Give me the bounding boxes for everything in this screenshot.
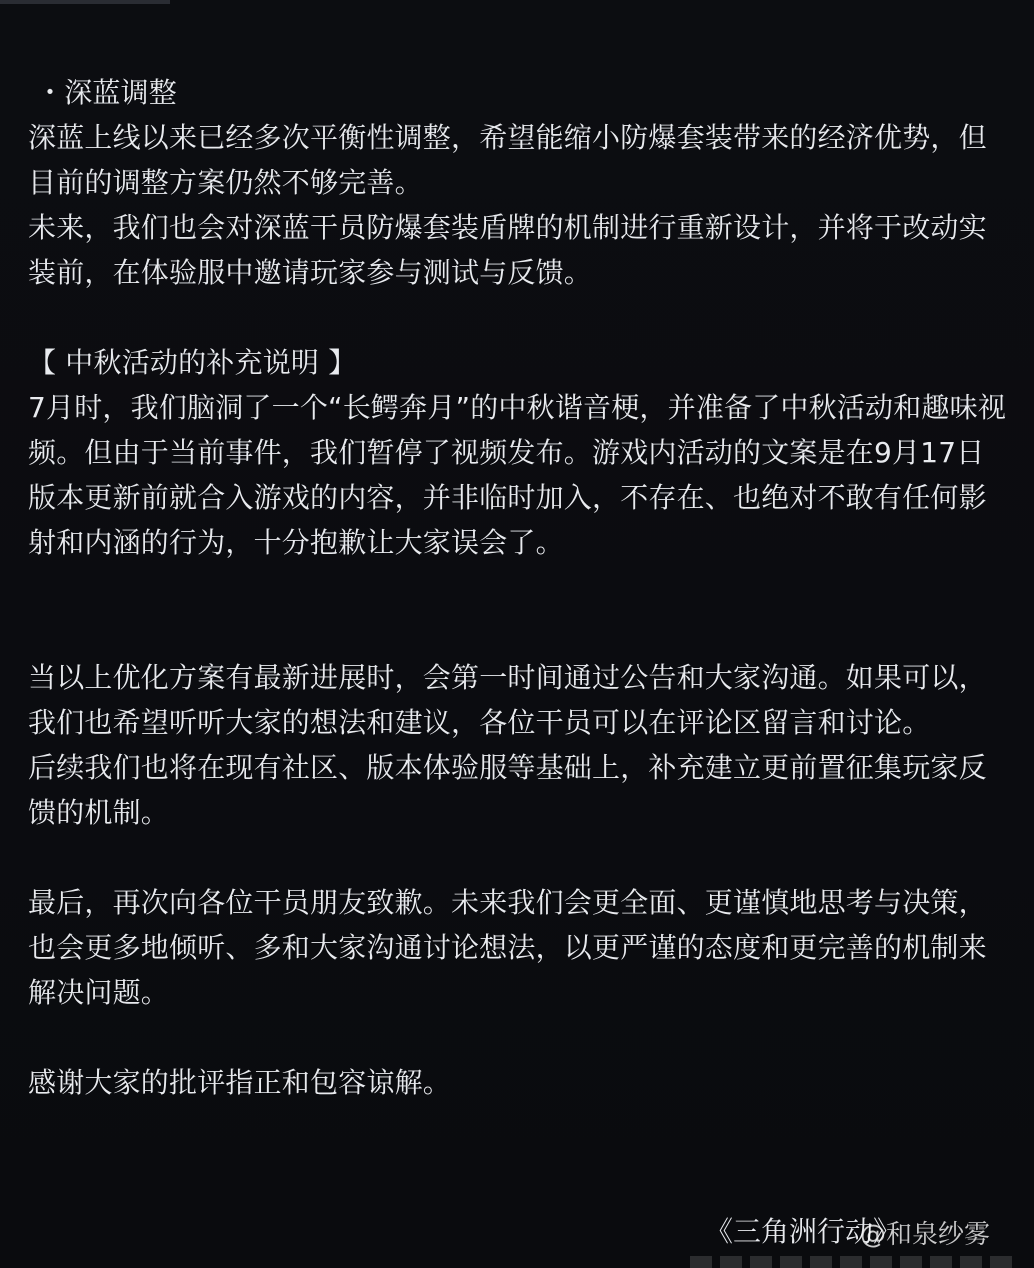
mid-autumn-paragraph: 7月时，我们脑洞了一个“长鳄奔月”的中秋谐音梗，并准备了中秋活动和趣味视频。但由于当前事件，我们暂停了视频发布。游戏内活动的文案是在9月17日版本更新前就合入游戏的内容，并非临时加入，不存在、也绝对不敢有任何影射和内涵的行为，十分抱歉让大家误会了。 xyxy=(28,391,1007,559)
top-progress-bar xyxy=(0,0,170,4)
thanks-line: 感谢大家的批评指正和包容谅解。 xyxy=(28,1066,452,1099)
followup-paragraph-1: 当以上优化方案有最新进展时，会第一时间通过公告和大家沟通。如果可以，我们也希望听听大家的想法和建议，各位干员可以在评论区留言和讨论。 xyxy=(28,661,987,739)
announcement-body xyxy=(28,70,1008,1105)
cropped-text-strip xyxy=(690,1256,1020,1268)
followup-paragraph-2: 后续我们也将在现有社区、版本体验服等基础上，补充建立更前置征集玩家反馈的机制。 xyxy=(28,751,987,829)
spacer xyxy=(28,295,1008,340)
closing-paragraph: 最后，再次向各位干员朋友致歉。未来我们会更全面、更谨慎地思考与决策，也会更多地倾听、多和大家沟通讨论想法，以更严谨的态度和更完善的机制来解决问题。 xyxy=(28,886,987,1009)
mid-autumn-heading: 【 中秋活动的补充说明 】 xyxy=(28,346,357,379)
watermark: @和泉纱雾 xyxy=(860,1220,991,1250)
deep-blue-paragraph-1: 深蓝上线以来已经多次平衡性调整，希望能缩小防爆套装带来的经济优势，但目前的调整方案仍然不够完善。 xyxy=(28,121,987,199)
signature: 《三角洲行动》 xyxy=(705,1215,902,1248)
deep-blue-paragraph-2: 未来，我们也会对深蓝干员防爆套装盾牌的机制进行重新设计，并将于改动实装前，在体验服中邀请玩家参与测试与反馈。 xyxy=(28,211,987,289)
deep-blue-heading: ・深蓝调整 xyxy=(36,76,178,109)
spacer xyxy=(28,565,1008,655)
spacer xyxy=(28,835,1008,880)
spacer xyxy=(28,1015,1008,1060)
